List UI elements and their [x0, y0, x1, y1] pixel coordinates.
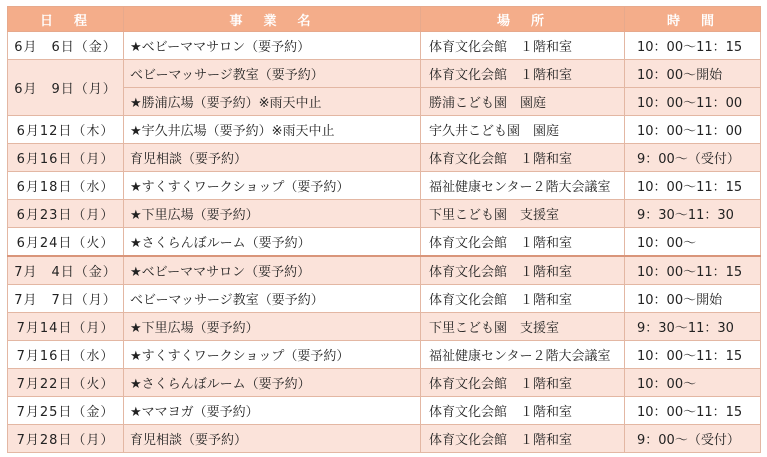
date-cell: 6月24日（火）	[8, 228, 124, 257]
place-cell: 体育文化会館 １階和室	[421, 369, 625, 397]
time-cell: 10：00～開始	[625, 285, 761, 313]
table-row	[8, 256, 761, 285]
time-cell: 9：00～（受付）	[625, 425, 761, 453]
date-cell: 6月12日（木）	[8, 116, 124, 144]
table-row	[8, 369, 761, 397]
event-cell: ★下里広場（要予約）	[124, 200, 421, 228]
place-cell: 体育文化会館 １階和室	[421, 285, 625, 313]
event-cell: ★勝浦広場（要予約）※雨天中止	[124, 88, 421, 116]
header-event: 事 業 名	[124, 7, 421, 32]
place-cell: 体育文化会館 １階和室	[421, 425, 625, 453]
schedule-table	[7, 6, 761, 453]
date-cell: 6月 9日（月）	[8, 60, 124, 116]
place-cell: 体育文化会館 １階和室	[421, 397, 625, 425]
event-cell: ★さくらんぼルーム（要予約）	[124, 369, 421, 397]
table-row	[8, 172, 761, 200]
table-row	[8, 397, 761, 425]
time-cell: 9：30～11：30	[625, 200, 761, 228]
place-cell: 体育文化会館 １階和室	[421, 144, 625, 172]
time-cell: 10：00～開始	[625, 60, 761, 88]
date-cell: 7月22日（火）	[8, 369, 124, 397]
time-cell: 10：00～11：15	[625, 172, 761, 200]
event-cell: ★すくすくワークショップ（要予約）	[124, 172, 421, 200]
event-cell: ★ベビーママサロン（要予約）	[124, 256, 421, 285]
table-row	[8, 313, 761, 341]
header-time: 時 間	[625, 7, 761, 32]
place-cell: 福祉健康センター２階大会議室	[421, 341, 625, 369]
place-cell: 勝浦こども園 園庭	[421, 88, 625, 116]
time-cell: 10：00～	[625, 228, 761, 257]
time-cell: 9：00～（受付）	[625, 144, 761, 172]
date-cell: 7月25日（金）	[8, 397, 124, 425]
time-cell: 10：00～	[625, 369, 761, 397]
time-cell: 10：00～11：15	[625, 32, 761, 60]
event-cell: ベビーマッサージ教室（要予約）	[124, 285, 421, 313]
table-row	[8, 116, 761, 144]
event-cell: ベビーマッサージ教室（要予約）	[124, 60, 421, 88]
table-row	[8, 200, 761, 228]
time-cell: 9：30～11：30	[625, 313, 761, 341]
place-cell: 福祉健康センター２階大会議室	[421, 172, 625, 200]
table-row	[8, 228, 761, 257]
header-row	[8, 7, 761, 32]
date-cell: 7月16日（水）	[8, 341, 124, 369]
date-cell: 7月 4日（金）	[8, 256, 124, 285]
time-cell: 10：00～11：00	[625, 116, 761, 144]
event-cell: ★下里広場（要予約）	[124, 313, 421, 341]
date-cell: 7月14日（月）	[8, 313, 124, 341]
event-cell: 育児相談（要予約）	[124, 144, 421, 172]
time-cell: 10：00～11：00	[625, 88, 761, 116]
date-cell: 7月 7日（月）	[8, 285, 124, 313]
date-cell: 7月28日（月）	[8, 425, 124, 453]
time-cell: 10：00～11：15	[625, 397, 761, 425]
place-cell: 宇久井こども園 園庭	[421, 116, 625, 144]
table-row	[8, 144, 761, 172]
table-row	[8, 285, 761, 313]
header-date: 日 程	[8, 7, 124, 32]
header-place: 場 所	[421, 7, 625, 32]
place-cell: 体育文化会館 １階和室	[421, 228, 625, 257]
place-cell: 下里こども園 支援室	[421, 200, 625, 228]
table-row	[8, 60, 761, 88]
place-cell: 体育文化会館 １階和室	[421, 32, 625, 60]
date-cell: 6月 6日（金）	[8, 32, 124, 60]
place-cell: 体育文化会館 １階和室	[421, 256, 625, 285]
event-cell: ★さくらんぼルーム（要予約）	[124, 228, 421, 257]
date-cell: 6月16日（月）	[8, 144, 124, 172]
time-cell: 10：00～11：15	[625, 256, 761, 285]
place-cell: 下里こども園 支援室	[421, 313, 625, 341]
event-cell: ★宇久井広場（要予約）※雨天中止	[124, 116, 421, 144]
date-cell: 6月18日（水）	[8, 172, 124, 200]
event-cell: 育児相談（要予約）	[124, 425, 421, 453]
date-cell: 6月23日（月）	[8, 200, 124, 228]
event-cell: ★ベビーママサロン（要予約）	[124, 32, 421, 60]
table-row	[8, 341, 761, 369]
table-row	[8, 32, 761, 60]
table-row	[8, 425, 761, 453]
event-cell: ★すくすくワークショップ（要予約）	[124, 341, 421, 369]
event-cell: ★ママヨガ（要予約）	[124, 397, 421, 425]
time-cell: 10：00～11：15	[625, 341, 761, 369]
place-cell: 体育文化会館 １階和室	[421, 60, 625, 88]
